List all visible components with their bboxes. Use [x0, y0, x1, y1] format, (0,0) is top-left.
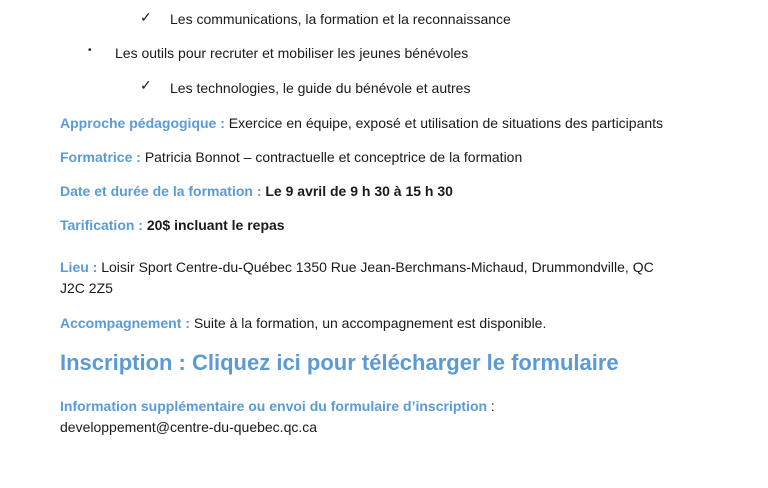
- tarification-value: 20$ incluant le repas: [146, 217, 285, 233]
- accompagnement-row: [60, 314, 546, 332]
- sub-item-technologies: Les technologies, le guide du bénévole et autres: [170, 80, 471, 96]
- email-link[interactable]: developpement@centre-du-quebec.qc.ca: [60, 419, 318, 435]
- lieu-label: Lieu :: [60, 259, 98, 275]
- lieu-value-line2: J2C 2Z5: [60, 280, 113, 296]
- formatrice-row: [60, 148, 522, 166]
- inscription-link[interactable]: Inscription : Cliquez ici pour télécharger le formulaire: [60, 350, 619, 375]
- approche-value: Exercice en équipe, exposé et utilisation de situations des participants: [228, 115, 664, 131]
- date-row: [60, 182, 453, 200]
- lieu-value-line1: Loisir Sport Centre-du-Québec 1350 Rue Jean-Berchmans-Michaud, Drummondville, QC: [101, 259, 654, 275]
- lieu-row: [60, 258, 654, 276]
- information-row: [60, 397, 495, 415]
- approche-row: [60, 114, 663, 132]
- formatrice-label: Formatrice :: [60, 149, 141, 165]
- date-value: Le 9 avril de 9 h 30 à 15 h 30: [265, 183, 453, 199]
- information-label: Information supplémentaire ou envoi du formulaire d’inscription: [60, 398, 488, 414]
- tarification-label: Tarification :: [60, 217, 143, 233]
- check-icon: ✓: [140, 77, 152, 93]
- accompagnement-label: Accompagnement :: [60, 315, 190, 331]
- information-suffix: :: [487, 398, 495, 414]
- check-icon: ✓: [140, 9, 152, 25]
- date-label: Date et durée de la formation :: [60, 183, 262, 199]
- tarification-row: [60, 216, 285, 234]
- bullet-item-outils: Les outils pour recruter et mobiliser les jeunes bénévoles: [115, 45, 469, 61]
- bullet-icon: •: [88, 45, 92, 56]
- accompagnement-value: Suite à la formation, un accompagnement est disponible.: [193, 315, 547, 331]
- formatrice-value: Patricia Bonnot – contractuelle et conceptrice de la formation: [144, 149, 523, 165]
- approche-label: Approche pédagogique :: [60, 115, 225, 131]
- sub-item-communications: Les communications, la formation et la reconnaissance: [170, 11, 511, 27]
